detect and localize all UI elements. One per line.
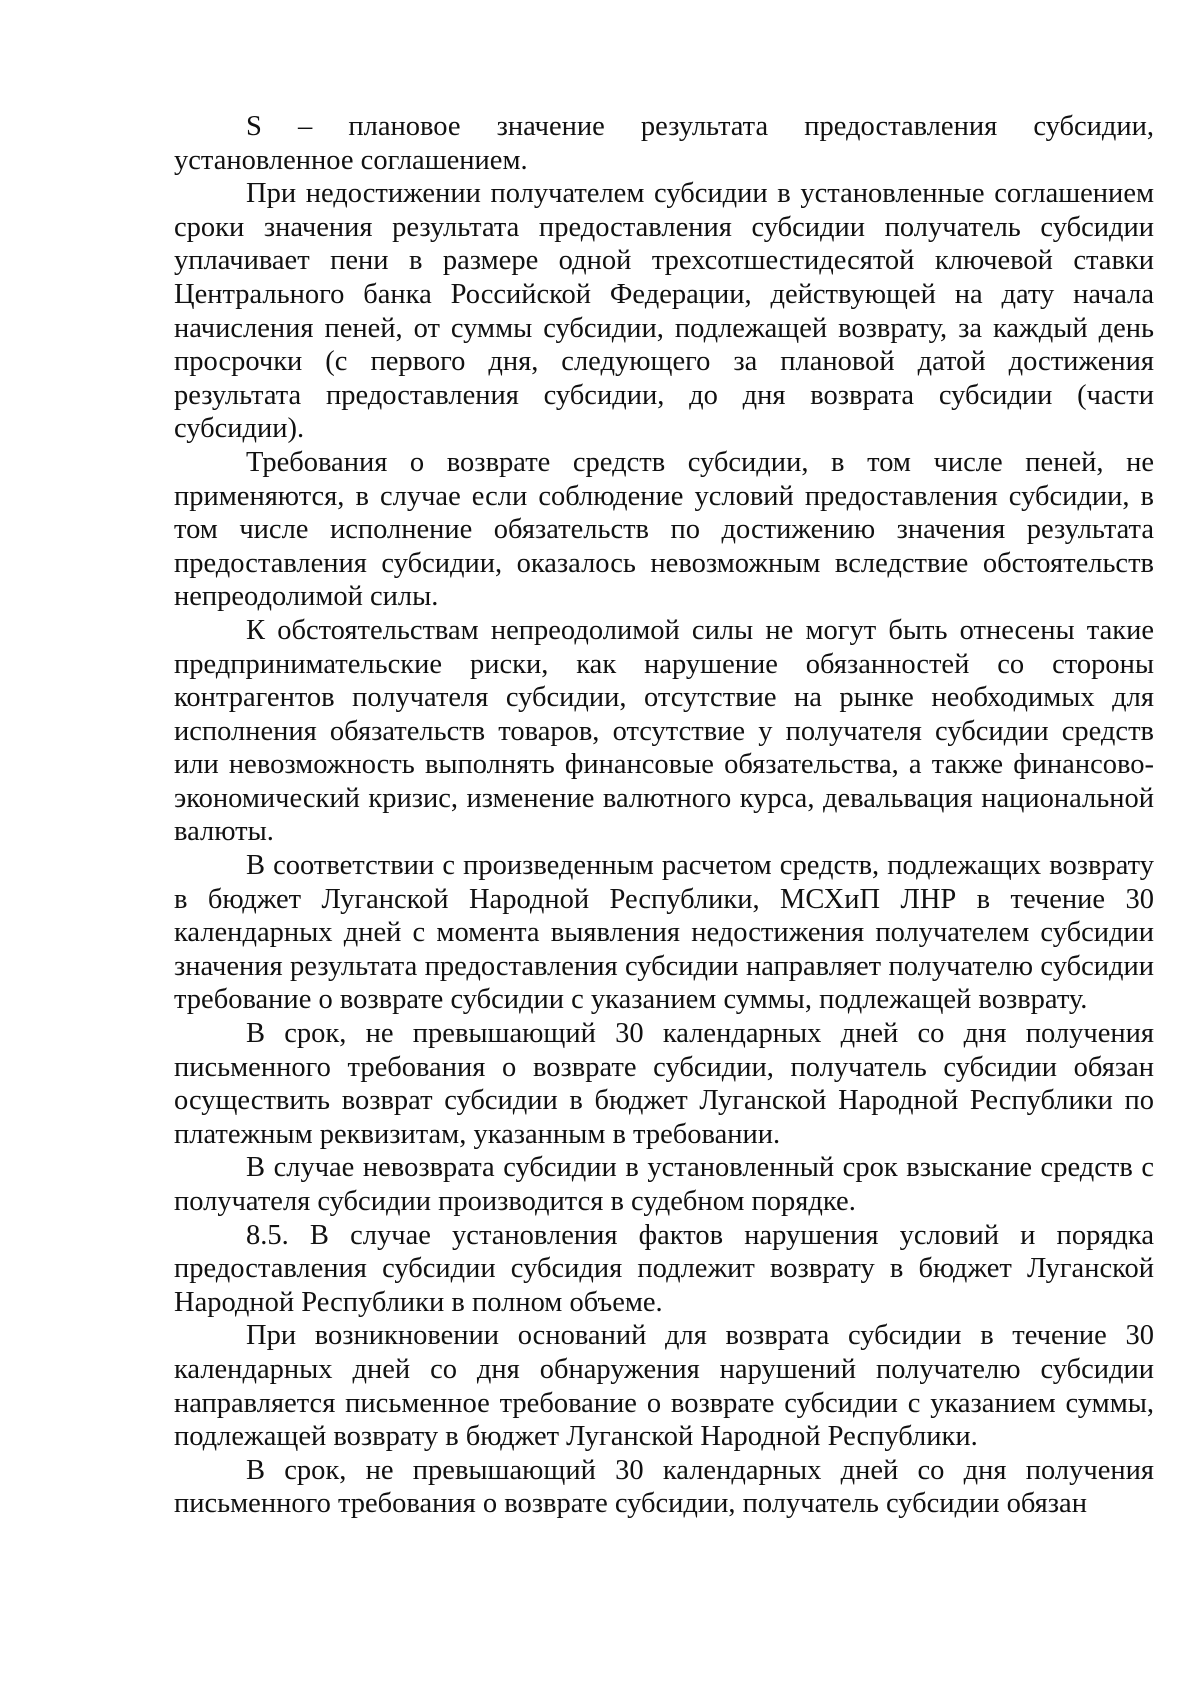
- paragraph-refund-deadline-2: В срок, не превышающий 30 календарных дней со дня получения письменного требования о возврате субсидии, получатель субсидии обязан: [174, 1454, 1154, 1520]
- paragraph-business-risks: К обстоятельствам непреодолимой силы не могут быть отнесены такие предпринимательские риски, как нарушение обязанностей со стороны контрагентов получателя субсидии, отсутствие на рынке необходимых для исполнения обязательств товаров, отсутствие у получателя субсидии средств или невозможность выполнять финансовые обязательства, а также финансово-экономический кризис, изменение валютного курса, девальвация национальной валюты.: [174, 614, 1154, 848]
- document-body: [174, 110, 1154, 1521]
- paragraph-s-definition: S – плановое значение результата предоставления субсидии, установленное соглашением.: [174, 111, 1154, 176]
- paragraph-refund-calculation: В соответствии с произведенным расчетом средств, подлежащих возврату в бюджет Луганской Народной Республики, МСХиП ЛНР в течение 30 календарных дней с момента выявления недостижения получателем субсидии значения результата предоставления субсидии направляет получателю субсидии требование о возврате субсидии с указанием суммы, подлежащей возврату.: [174, 850, 1154, 1016]
- paragraph-refund-deadline: В срок, не превышающий 30 календарных дней со дня получения письменного требования о возврате субсидии, получатель субсидии обязан осуществить возврат субсидии в бюджет Луганской Народной Республики по платежным реквизитам, указанным в требовании.: [174, 1018, 1154, 1150]
- paragraph-penalty: При недостижении получателем субсидии в установленные соглашением сроки значения результата предоставления субсидии получатель субсидии уплачивает пени в размере одной трехсотшестидесятой ключевой ставки Центрального банка Российской Федерации, действующей на дату начала начисления пеней, от суммы субсидии, подлежащей возврату, за каждый день просрочки (с первого дня, следующего за плановой датой достижения результата предоставления субсидии, до дня возврата субсидии (части субсидии).: [174, 178, 1154, 445]
- paragraph-court-recovery: В случае невозврата субсидии в установленный срок взыскание средств с получателя субсидии производится в судебном порядке.: [174, 1152, 1154, 1217]
- paragraph-8-5: 8.5. В случае установления фактов нарушения условий и порядка предоставления субсидии субсидия подлежит возврату в бюджет Луганской Народной Республики в полном объеме.: [174, 1219, 1154, 1318]
- paragraph-refund-grounds: При возникновении оснований для возврата субсидии в течение 30 календарных дней со дня обнаружения нарушений получателю субсидии направляется письменное требование о возврате субсидии с указанием суммы, подлежащей возврату в бюджет Луганской Народной Республики.: [174, 1320, 1154, 1453]
- paragraph-force-majeure: Требования о возврате средств субсидии, в том числе пеней, не применяются, в случае если соблюдение условий предоставления субсидии, в том числе исполнение обязательств по достижению значения результата предоставления субсидии, оказалось невозможным вследствие обстоятельств непреодолимой силы.: [174, 446, 1154, 613]
